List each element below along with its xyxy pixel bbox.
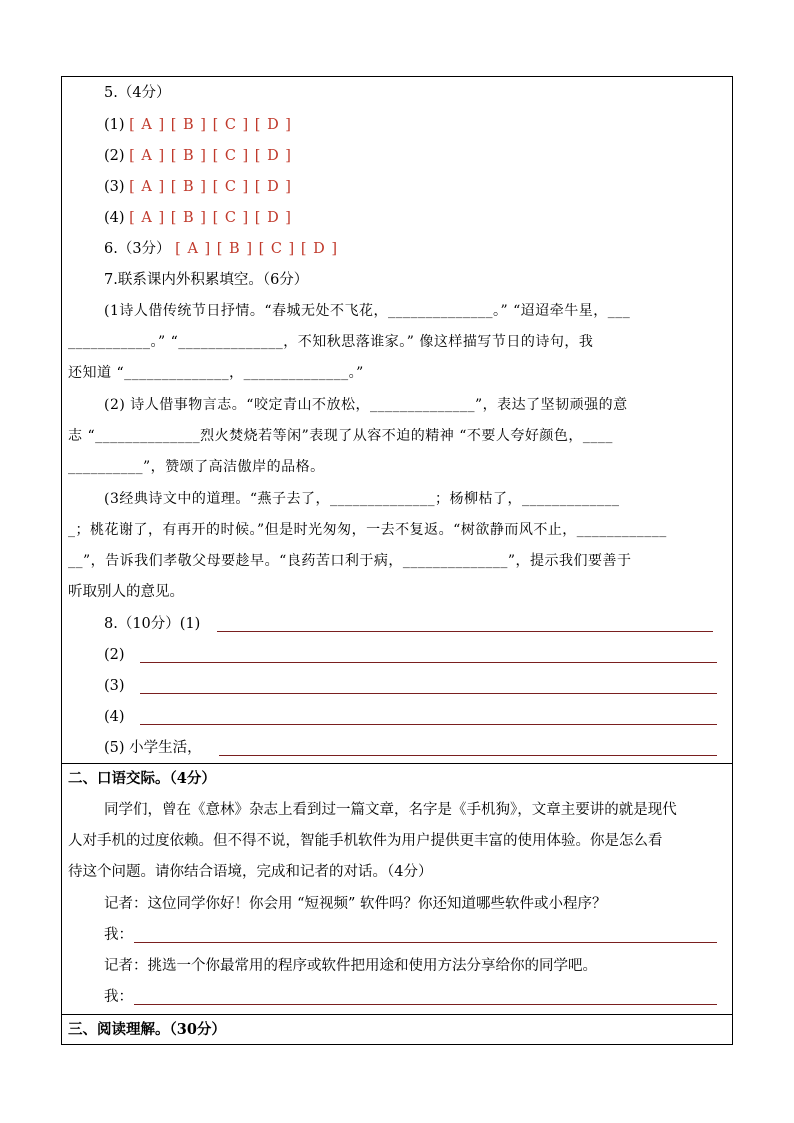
- q5-row-num: (3): [104, 179, 125, 195]
- q8-item-3: (3): [104, 678, 125, 694]
- answer-line[interactable]: [134, 1004, 717, 1005]
- answer-options[interactable]: [ A ] [ B ] [ C ] [ D ]: [129, 210, 292, 226]
- reporter-question-2: 记者：挑选一个你最常用的程序或软件把用途和使用方法分享给你的同学吧。: [104, 958, 597, 974]
- q7-p3-line3: __”，告诉我们孝敬父母要趁早。“良药苦口利于病，______________”，提示我们要善于: [68, 553, 632, 569]
- me-label-2: 我：: [104, 989, 133, 1005]
- answer-line[interactable]: [134, 942, 717, 943]
- section2-para-line2: 人对手机的过度依赖。但不得不说，智能手机软件为用户提供更丰富的使用体验。你是怎么看: [68, 833, 663, 849]
- answer-line[interactable]: [140, 693, 717, 694]
- section-divider: [62, 1014, 732, 1015]
- answer-options[interactable]: [ A ] [ B ] [ C ] [ D ]: [129, 117, 292, 133]
- answer-options[interactable]: [ A ] [ B ] [ C ] [ D ]: [129, 179, 292, 195]
- answer-options[interactable]: [ A ] [ B ] [ C ] [ D ]: [129, 148, 292, 164]
- section2-title: 二、口语交际。（4分）: [68, 770, 216, 787]
- q7-p1-line1: (1诗人借传统节日抒情。“春城无处不飞花，______________。” “迢迢牵牛星，___: [104, 303, 631, 319]
- answer-sheet: [61, 76, 733, 1045]
- me-label-1: 我：: [104, 927, 133, 943]
- section-divider: [62, 763, 732, 764]
- q6-row: [104, 239, 338, 259]
- q7-p2-line3: __________”，赞颂了高洁傲岸的品格。: [68, 459, 325, 475]
- q5-row-1: [104, 115, 292, 135]
- q7-p1-line2: ___________。” “______________，不知秋思落谁家。” 像这样描写节日的诗句，我: [68, 334, 594, 350]
- q7-p2-line2: 志 “______________烈火焚烧若等闲”表现了从容不迫的精神 “不要人夸好颜色，____: [68, 428, 613, 444]
- answer-line[interactable]: [219, 755, 717, 756]
- q5-row-3: [104, 177, 292, 197]
- q7-title: 7.联系课内外积累填空。（6分）: [104, 272, 309, 288]
- q5-row-num: (1): [104, 117, 125, 133]
- answer-line[interactable]: [140, 724, 717, 725]
- answer-line[interactable]: [140, 662, 717, 663]
- q7-p3-line1: (3经典诗文中的道理。“燕子去了，______________；杨柳枯了，_____________: [104, 491, 620, 507]
- section2-para-line3: 待这个问题。请你结合语境，完成和记者的对话。（4分）: [68, 864, 433, 880]
- q5-row-2: [104, 146, 292, 166]
- q6-label: 6.（3分）: [104, 241, 171, 257]
- q5-row-num: (4): [104, 210, 125, 226]
- q7-p2-line1: (2) 诗人借事物言志。“咬定青山不放松，______________”，表达了坚韧顽强的意: [104, 397, 628, 413]
- q7-p3-line4: 听取别人的意见。: [68, 584, 184, 600]
- q8-item-2: (2): [104, 647, 125, 663]
- section3-title: 三、阅读理解。（30分）: [68, 1021, 226, 1038]
- section2-para-line1: 同学们，曾在《意林》杂志上看到过一篇文章，名字是《手机狗》，文章主要讲的就是现代: [104, 802, 677, 818]
- answer-line[interactable]: [217, 631, 713, 632]
- q8-item-4: (4): [104, 709, 125, 725]
- q7-p3-line2: _；桃花谢了，有再开的时候。”但是时光匆匆，一去不复返。“树欲静而风不止，____________: [68, 522, 667, 538]
- q5-label: 5.（4分）: [104, 85, 171, 101]
- q8-label: 8.（10分）(1): [104, 616, 201, 632]
- q5-row-4: [104, 208, 292, 228]
- q7-p1-line3: 还知道 “______________，______________。”: [68, 365, 364, 381]
- q8-item-5: (5) 小学生活，: [104, 740, 202, 756]
- reporter-question-1: 记者：这位同学你好！你会用 “短视频” 软件吗？你还知道哪些软件或小程序？: [104, 896, 607, 912]
- q5-row-num: (2): [104, 148, 125, 164]
- answer-options[interactable]: [ A ] [ B ] [ C ] [ D ]: [175, 241, 338, 257]
